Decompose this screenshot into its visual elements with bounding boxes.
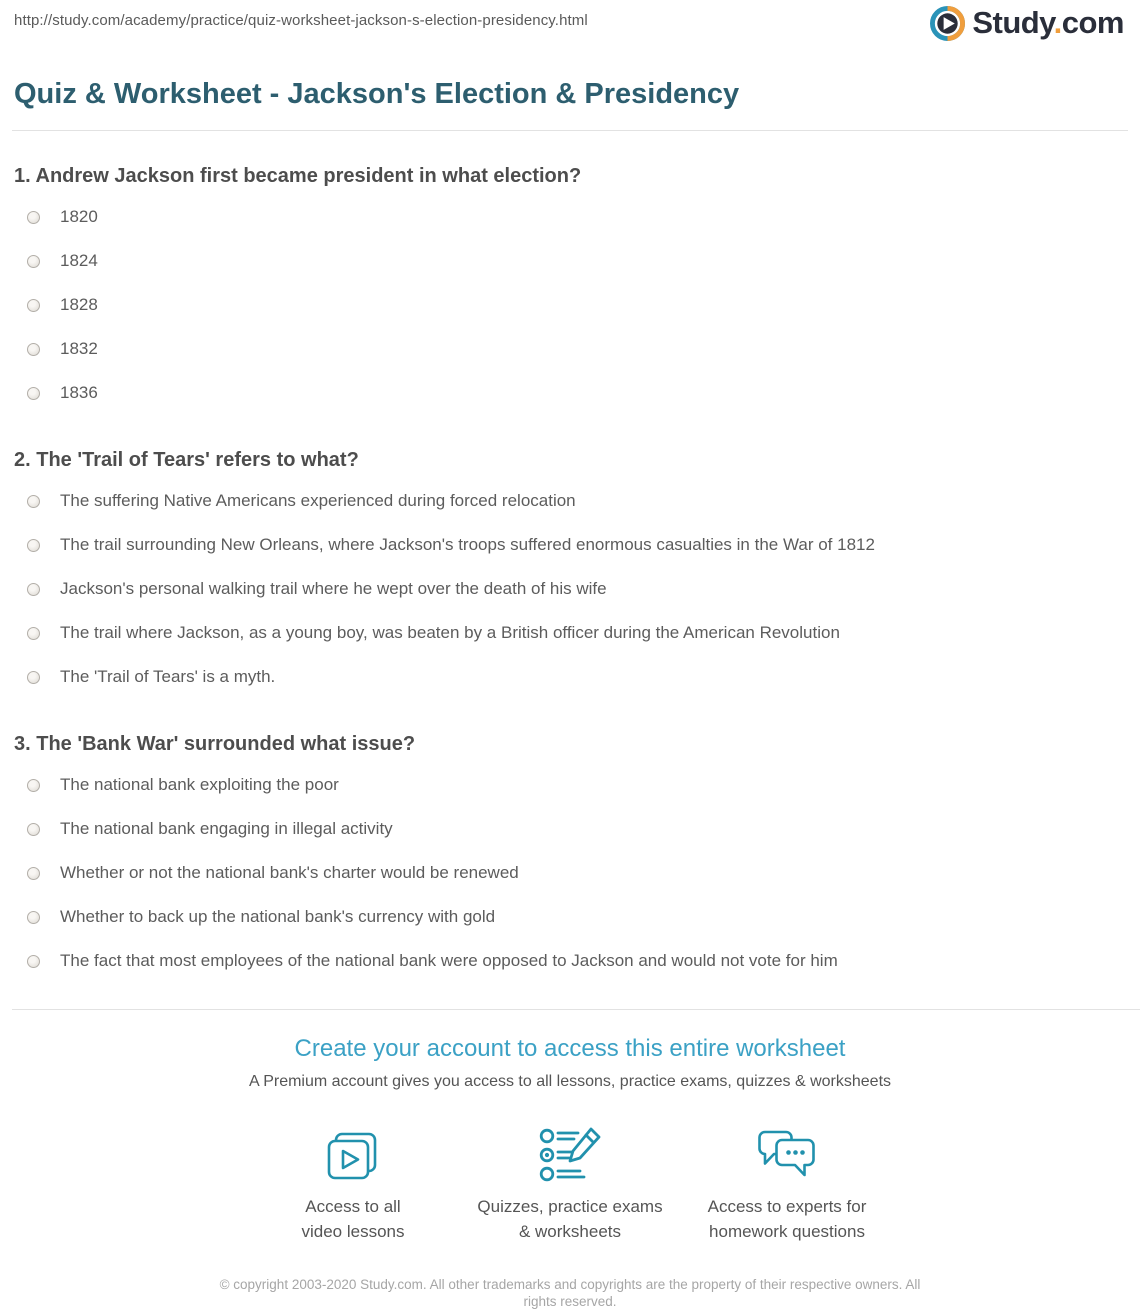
option-label[interactable]: Whether to back up the national bank's currency with gold	[60, 907, 496, 926]
feature-label: Quizzes, practice exams & worksheets	[477, 1197, 663, 1241]
signup-subheading: A Premium account gives you access to all lessons, practice exams, quizzes & worksheets	[248, 1073, 892, 1090]
radio-button[interactable]	[27, 627, 40, 640]
answer-option[interactable]	[14, 567, 1140, 611]
answer-option[interactable]	[14, 523, 1140, 567]
answer-option[interactable]	[14, 479, 1140, 523]
radio-button[interactable]	[27, 911, 40, 924]
answer-option[interactable]	[14, 655, 1140, 699]
option-label[interactable]: 1820	[60, 207, 98, 226]
answer-option[interactable]	[14, 327, 1140, 371]
answer-option[interactable]	[14, 851, 1140, 895]
page-url: http://study.com/academy/practice/quiz-worksheet-jackson-s-election-presidency.html	[14, 12, 588, 29]
video-lessons-icon	[245, 1125, 462, 1183]
feature-label: Access to experts for homework questions	[707, 1197, 867, 1241]
play-circle-icon	[930, 6, 965, 41]
option-label[interactable]: The national bank engaging in illegal activity	[60, 819, 393, 838]
radio-button[interactable]	[27, 387, 40, 400]
option-label[interactable]: The national bank exploiting the poor	[60, 775, 339, 794]
option-label[interactable]: Whether or not the national bank's charter would be renewed	[60, 863, 519, 882]
question-2	[14, 447, 1140, 699]
radio-button[interactable]	[27, 539, 40, 552]
copyright-text: © copyright 2003-2020 Study.com. All other trademarks and copyrights are the property of their respective owners. All rights reserved.	[219, 1277, 921, 1310]
question-3-text: 3. The 'Bank War' surrounded what issue?	[14, 733, 416, 755]
feature-expert-help	[679, 1125, 896, 1244]
question-1-text: 1. Andrew Jackson first became president in what election?	[14, 165, 582, 187]
question-2-text: 2. The 'Trail of Tears' refers to what?	[14, 449, 359, 471]
radio-button[interactable]	[27, 343, 40, 356]
answer-option[interactable]	[14, 763, 1140, 807]
answer-option[interactable]	[14, 611, 1140, 655]
features-row	[0, 1125, 1140, 1244]
page-footer	[0, 1276, 1140, 1310]
radio-button[interactable]	[27, 583, 40, 596]
signup-section	[0, 1034, 1140, 1244]
logo-wordmark: Study.com	[972, 5, 1124, 40]
option-label[interactable]: 1828	[60, 295, 98, 314]
question-1	[14, 163, 1140, 415]
option-label[interactable]: The trail where Jackson, as a young boy, was beaten by a British officer during the American Revolution	[60, 623, 840, 642]
quiz-body	[0, 163, 1140, 983]
answer-option[interactable]	[14, 895, 1140, 939]
option-label[interactable]: Jackson's personal walking trail where he wept over the death of his wife	[60, 579, 607, 598]
radio-button[interactable]	[27, 823, 40, 836]
option-label[interactable]: 1836	[60, 383, 98, 402]
feature-video-lessons	[245, 1125, 462, 1244]
radio-button[interactable]	[27, 779, 40, 792]
option-label[interactable]: The 'Trail of Tears' is a myth.	[60, 667, 276, 686]
option-label[interactable]: The fact that most employees of the national bank were opposed to Jackson and would not vote for him	[60, 951, 838, 970]
title-divider	[12, 130, 1128, 131]
answer-option[interactable]	[14, 283, 1140, 327]
radio-button[interactable]	[27, 867, 40, 880]
radio-button[interactable]	[27, 671, 40, 684]
feature-label: Access to all video lessons	[301, 1197, 405, 1241]
question-3	[14, 731, 1140, 983]
feature-quizzes-worksheets	[462, 1125, 679, 1244]
radio-button[interactable]	[27, 495, 40, 508]
answer-option[interactable]	[14, 239, 1140, 283]
page-title: Quiz & Worksheet - Jackson's Election & Presidency	[14, 78, 740, 110]
quizzes-worksheets-icon	[462, 1125, 679, 1183]
option-label[interactable]: 1832	[60, 339, 98, 358]
radio-button[interactable]	[27, 299, 40, 312]
page-header	[0, 0, 1140, 52]
signup-divider	[12, 1009, 1140, 1010]
answer-option[interactable]	[14, 371, 1140, 415]
answer-option[interactable]	[14, 195, 1140, 239]
radio-button[interactable]	[27, 211, 40, 224]
answer-option[interactable]	[14, 939, 1140, 983]
option-label[interactable]: The suffering Native Americans experienced during forced relocation	[60, 491, 576, 510]
answer-option[interactable]	[14, 807, 1140, 851]
option-label[interactable]: 1824	[60, 251, 98, 270]
signup-heading[interactable]: Create your account to access this entire worksheet	[294, 1035, 846, 1062]
option-label[interactable]: The trail surrounding New Orleans, where Jackson's troops suffered enormous casualties in the War of 1812	[60, 535, 875, 554]
studycom-logo[interactable]	[930, 5, 1124, 41]
radio-button[interactable]	[27, 255, 40, 268]
radio-button[interactable]	[27, 955, 40, 968]
chat-experts-icon	[679, 1125, 896, 1183]
